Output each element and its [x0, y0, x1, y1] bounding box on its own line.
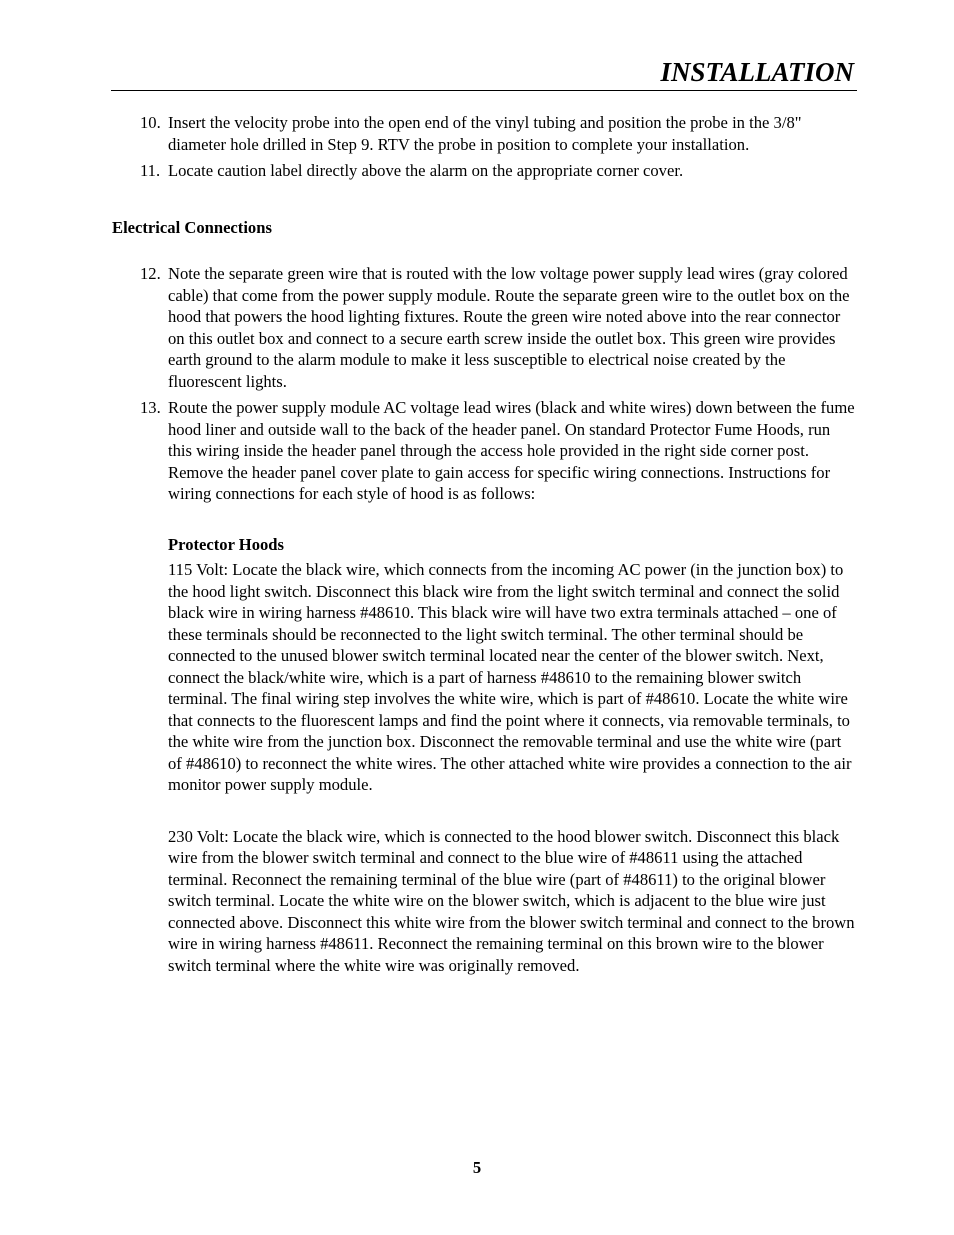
step-number: 10.: [140, 113, 161, 132]
section-heading-electrical: Electrical Connections: [112, 217, 272, 237]
step-text: Note the separate green wire that is routed with the low voltage power supply lead wires (gray colored cable) that come from the power supply module. Route the separate green wire to the outlet box on the hood that powers the hood lighting fixtures. Route the green wire noted above into the rear connector on this outlet box and connect to a secure earth screw inside the outlet box. This green wire provides earth ground to the alarm module to make it less susceptible to electrical noise created by the fluorescent lights.: [168, 264, 850, 391]
step-number: 12.: [140, 264, 161, 283]
page-number: 5: [472, 1158, 482, 1177]
protector-hoods-block: [112, 534, 857, 977]
subsection-heading-protector-hoods: Protector Hoods: [168, 534, 284, 554]
step-number: 13.: [140, 398, 161, 417]
step-text: Locate caution label directly above the alarm on the appropriate corner cover.: [168, 161, 684, 180]
step-10: [112, 112, 857, 155]
page-title: INSTALLATION: [660, 57, 854, 87]
header-divider: [111, 90, 857, 91]
step-text: Route the power supply module AC voltage lead wires (black and white wires) down between the fume hood liner and outside wall to the back of the header panel. On standard Protector Fume Hoods, run this wiring inside the header panel through the access hole provided in the right side corner post. Remove the header panel cover plate to gain access for specific wiring connections. Instructions for wiring connections for each style of hood is as follows:: [168, 398, 855, 503]
step-number: 11.: [140, 161, 161, 180]
step-13: [112, 397, 857, 505]
step-text: Insert the velocity probe into the open end of the vinyl tubing and position the probe in the 3/8" diameter hole drilled in Step 9. RTV the probe in position to complete your installation.: [168, 113, 802, 154]
paragraph-115-volt: 115 Volt: Locate the black wire, which connects from the incoming AC power (in the junction box) to the hood light switch. Disconnect this black wire from the light switch terminal and connect the solid black wire in wiring harness #48610. This black wire will have two extra terminals attached – one of these terminals should be reconnected to the light switch terminal. The other terminal should be connected to the unused blower switch terminal located near the center of the blower switch. Next, connect the black/white wire, which is a part of harness #48610 to the remaining blower switch terminal. The final wiring step involves the white wire, which is part of #48610. Locate the white wire that connects to the fluorescent lamps and find the point where it connects, via removable terminals, to the white wire from the junction box. Disconnect the removable terminal and use the white wire (part of #48610) to reconnect the white wires. The other attached white wire provides a connection to the air monitor power supply module.: [168, 560, 852, 794]
step-11: [112, 160, 857, 182]
paragraph-230-volt: 230 Volt: Locate the black wire, which is connected to the hood blower switch. Disconnect this black wire from the blower switch terminal and connect to the blue wire of #48611 using the attached terminal. Reconnect the remaining terminal of the blue wire (part of #48611) to the original blower switch terminal. Locate the white wire on the blower switch, which is adjacent to the blue wire just connected above. Disconnect this white wire from the blower switch terminal and connect to the brown wire in wiring harness #48611. Reconnect the remaining terminal on this brown wire to the blower switch terminal where the white wire was originally removed.: [168, 826, 855, 975]
document-body: [112, 112, 857, 976]
step-12: [112, 263, 857, 392]
